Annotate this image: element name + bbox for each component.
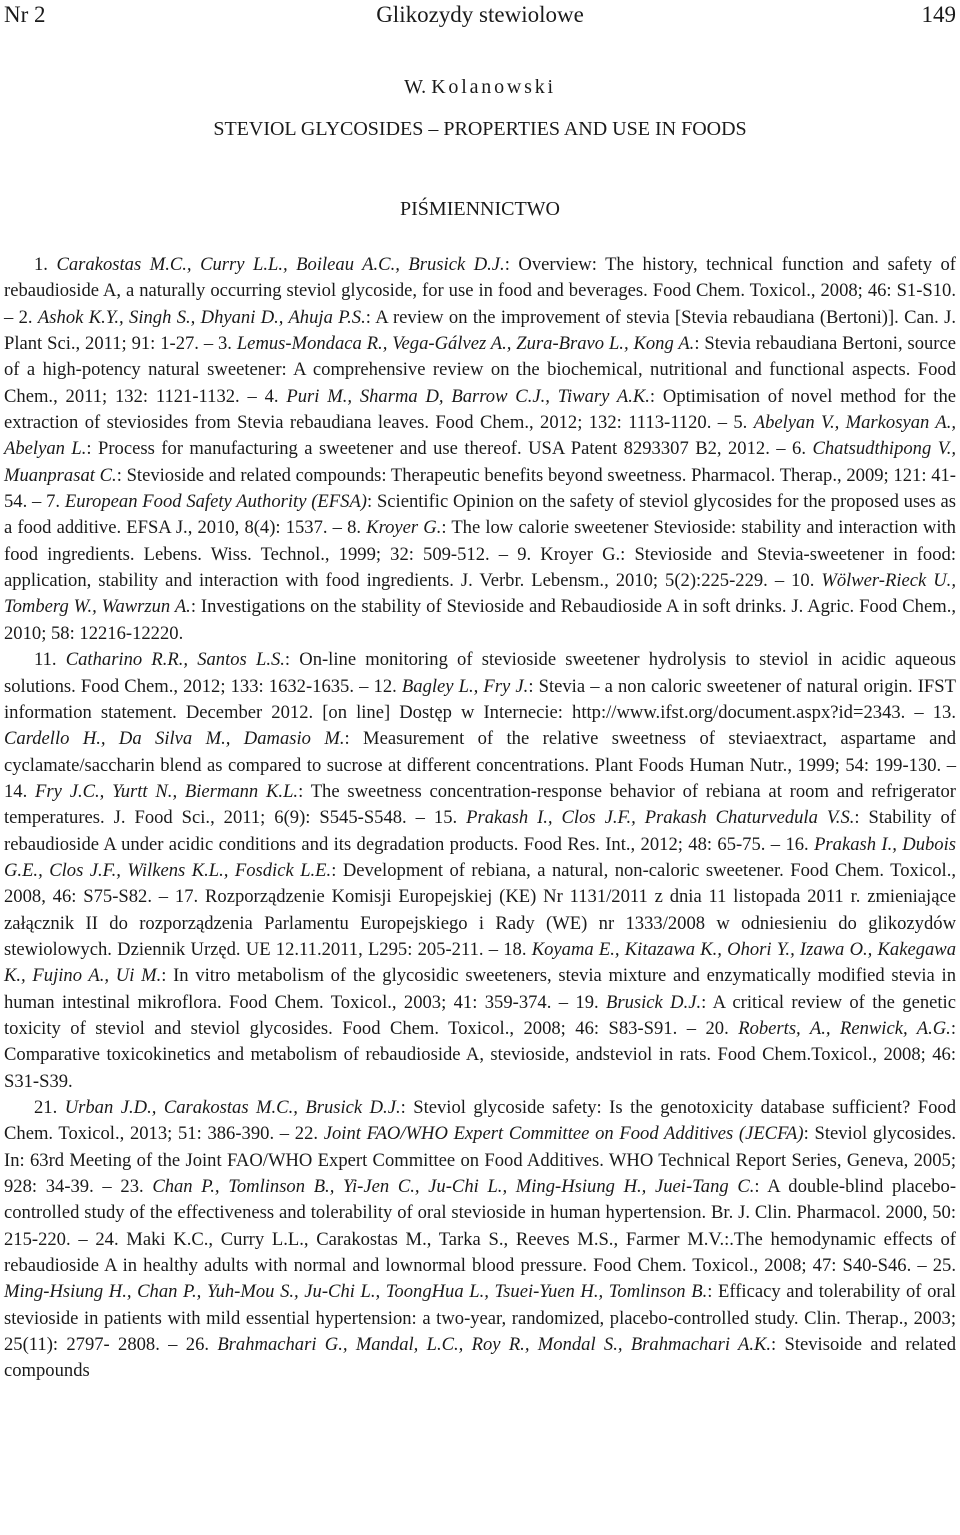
reference-authors: Lemus-Mondaca R., Vega-Gálvez A., Zura-Bravo L., Kong A. xyxy=(236,333,695,355)
reference-text: : Stevia rebaudiana Bertoni, source of a high-potency natural sweetener: A comprehensive review on the biochemical, nutritional and functional aspects. Food Chem., 2011; 132: 1121-1132. – 4. xyxy=(4,333,956,407)
reference-text: : Process for manufacturing a sweetener and use thereof. USA Patent 8293307 B2, 2012. – 6. xyxy=(86,438,813,460)
reference-text: : A review on the improvement of stevia [Stevia rebaudiana (Bertoni)]. Can. J. Plant Sci., 2011; 91: 1-27. – 3. xyxy=(4,306,956,355)
references-heading: PIŚMIENNICTWO xyxy=(400,198,560,220)
reference-authors: Fry J.C., Yurtt N., Biermann K.L. xyxy=(35,780,299,802)
reference-authors: Joint FAO/WHO Expert Committee on Food Additives (JECFA) xyxy=(323,1123,804,1145)
reference-authors: Prakash I., Dubois G.E., Clos J.F., Wilkens K.L., Fosdick L.E. xyxy=(4,833,956,881)
reference-authors: Ming-Hsiung H., Chan P., Yuh-Mou S., Ju-Chi L., ToongHua L., Tsuei-Yuen H., Tomlinson B. xyxy=(4,1281,708,1303)
reference-authors: Wölwer-Rieck U., Tomberg W., Wawrzun A. xyxy=(4,570,956,618)
reference-text: : Efficacy and tolerability of oral stevioside in patients with mild essential hypertension: a two-year, randomized, placebo-controlled study. Clin. Therap., 2003; 25(11): 2797- 2808. – 26. xyxy=(4,1281,956,1356)
issue-number: Nr 2 xyxy=(4,2,46,27)
reference-text: : Overview: The history, technical function and safety of rebaudioside A, a naturally occurring steviol glycoside, for use in food and beverages. Food Chem. Toxicol., 2008; 46: S1-S10. – 2. xyxy=(4,254,957,328)
summary-author xyxy=(0,76,960,99)
reference-text: : Steviol glycoside safety: Is the genotoxicity database sufficient? Food Chem. Toxicol., 2013; 51: 386-390. – 22. xyxy=(4,1097,956,1145)
reference-text: : A double-blind placebo-controlled study of the effectiveness and tolerability of oral stevioside in human hypertension. Br. J. Clin. Pharmacol. 2000, 50: 215-220. – 24. Maki K.C., Curry L.L., Carakostas M., Tarka S., Reeves M.S., Farmer M.V.:.The hemodynamic effects of rebaudioside A in healthy adults with normal and lownormal blood pressure. Food Chem. Toxicol., 2008; 47: S40-S46. – 25. xyxy=(4,1176,957,1277)
reference-authors: Carakostas M.C., Curry L.L., Boileau A.C., Brusick D.J. xyxy=(56,254,505,275)
reference-authors: Kroyer G. xyxy=(366,517,442,539)
reference-authors: Puri M., Sharma D, Barrow C.J., Tiwary A.K. xyxy=(286,385,650,407)
reference-text: : Comparative toxicokinetics and metabolism of rebaudioside A, stevioside, andsteviol in rats. Food Chem.Toxicol., 2008; 46: S31-S39. xyxy=(4,1017,956,1092)
running-header xyxy=(4,2,956,32)
reference-text: : Stevia – a non caloric sweetener of natural origin. IFST information statement. December 2012. [on line] Dostęp w Internecie: http://www.ifst.org/document.aspx?id=2343. – 13. xyxy=(4,675,956,723)
reference-text: : Development of rebiana, a natural, non-caloric sweetener. Food Chem. Toxicol., 2008, 46: S75-S82. – 17. Rozporządzenie Komisji Europejskiej (KE) Nr 1131/2011 z dnia 11 listopada 2011 r. zmieniające załącznik II do rozporządzenia Parlamentu Europejskiego i Rady (WE) nr 1333/2008 w odniesieniu do glikozydów stewiolowych. Dziennik Urzęd. UE 12.11.2011, L295: 205-211. – 18. xyxy=(4,859,956,960)
reference-text: : Scientific Opinion on the safety of steviol glycosides for the proposed uses as a food additive. EFSA J., 2010, 8(4): 1537. – 8. xyxy=(4,491,956,539)
reference-authors: Chatsudthipong V., Muanprasat C. xyxy=(4,438,956,486)
reference-text: : Optimisation of novel method for the extraction of steviosides from Stevia rebaudiana leaves. Food Chem., 2012; 132: 1113-1120. – 5. xyxy=(4,385,957,434)
reference-text: : Stevisoide and related compounds xyxy=(4,1334,956,1382)
reference-text: 11. xyxy=(34,649,66,671)
reference-authors: Koyama E., Kitazawa K., Ohori Y., Izawa O., Kakegawa K., Fujino A., Ui M. xyxy=(4,938,957,987)
page-number: 149 xyxy=(921,2,956,27)
reference-text: : The low calorie sweetener Stevioside: stability and interaction with food ingredients. Lebens. Wiss. Technol., 1999; 32: 509-512. – 9. Kroyer G.: Stevioside and Stevia-sweetener in food: application, stability and interaction with food ingredients. J. Verbr. Lebensm., 2010; 5(2):225-229. – 10. xyxy=(4,517,956,592)
reference-authors: European Food Safety Authority (EFSA) xyxy=(64,491,367,513)
reference-text: 21. xyxy=(34,1097,65,1118)
summary-title: STEVIOL GLYCOSIDES – PROPERTIES AND USE IN FOODS xyxy=(213,118,747,140)
reference-text: 1. xyxy=(34,254,57,275)
reference-text: : Steviol glycosides. In: 63rd Meeting of the Joint FAO/WHO Expert Committee on Food Additives. WHO Technical Report Series, Geneva, 2005; 928: 34-39. – 23. xyxy=(4,1123,957,1198)
reference-list xyxy=(4,252,956,1385)
reference-text: : Stevioside and related compounds: Therapeutic benefits beyond sweetness. Pharmacol. Therap., 2009; 121: 41-54. – 7. xyxy=(4,464,956,513)
author-initial: W. xyxy=(404,76,427,98)
reference-authors: Brusick D.J. xyxy=(606,991,702,1013)
reference-authors: Cardello H., Da Silva M., Damasio M. xyxy=(4,728,345,750)
reference-text: : The sweetness concentration-response behavior of rebiana at room and refrigerator temperatures. J. Food Sci., 2011; 6(9): S545-S548. – 15. xyxy=(4,780,956,829)
reference-paragraph xyxy=(4,252,956,647)
reference-authors: Chan P., Tomlinson B., Yi-Jen C., Ju-Chi L., Ming-Hsiung H., Juei-Tang C. xyxy=(152,1176,755,1198)
reference-text: : Measurement of the relative sweetness of steviaextract, aspartame and cyclamate/saccharin blend as compared to sucrose at different concentrations. Plant Foods Human Nutr., 1999; 54: 199-130. – 14. xyxy=(4,728,956,802)
reference-authors: Brahmachari G., Mandal, L.C., Roy R., Mondal S., Brahmachari A.K. xyxy=(217,1334,772,1356)
reference-authors: Ashok K.Y., Singh S., Dhyani D., Ahuja P.S. xyxy=(37,306,366,328)
reference-text: : In vitro metabolism of the glycosidic sweeteners, stevia mixture and enzymatically modified stevia in human intestinal mikroflora. Food Chem. Toxicol., 2003; 41: 359-374. – 19. xyxy=(4,965,956,1013)
reference-authors: Abelyan V., Markosyan A., Abelyan L. xyxy=(4,412,956,460)
reference-text: : Stability of rebaudioside A under acidic conditions and its degradation products. Food Res. Int., 2012; 48: 65-75. – 16. xyxy=(4,807,956,855)
reference-text: : On-line monitoring of stevioside sweetener hydrolysis to steviol in acidic aqueous solutions. Food Chem., 2012; 133: 1632-1635. – 12. xyxy=(4,649,956,697)
reference-text: : Investigations on the stability of Stevioside and Rebaudioside A in soft drinks. J. Agric. Food Chem., 2010; 58: 12216-12220. xyxy=(4,596,956,644)
reference-authors: Urban J.D., Carakostas M.C., Brusick D.J. xyxy=(64,1097,401,1118)
reference-paragraph xyxy=(4,647,956,1095)
reference-authors: Bagley L., Fry J. xyxy=(401,675,529,697)
reference-paragraph xyxy=(4,1095,956,1385)
reference-authors: Catharino R.R., Santos L.S. xyxy=(65,649,285,671)
reference-authors: Roberts, A., Renwick, A.G. xyxy=(738,1017,951,1039)
author-surname: Kolanowski xyxy=(431,76,556,98)
reference-text: : A critical review of the genetic toxicity of steviol and steviol glycosides. Food Chem. Toxicol., 2008; 46: S83-S91. – 20. xyxy=(4,991,956,1039)
running-title: Glikozydy stewiolowe xyxy=(376,2,584,27)
reference-authors: Prakash I., Clos J.F., Prakash Chaturvedula V.S. xyxy=(466,807,855,829)
